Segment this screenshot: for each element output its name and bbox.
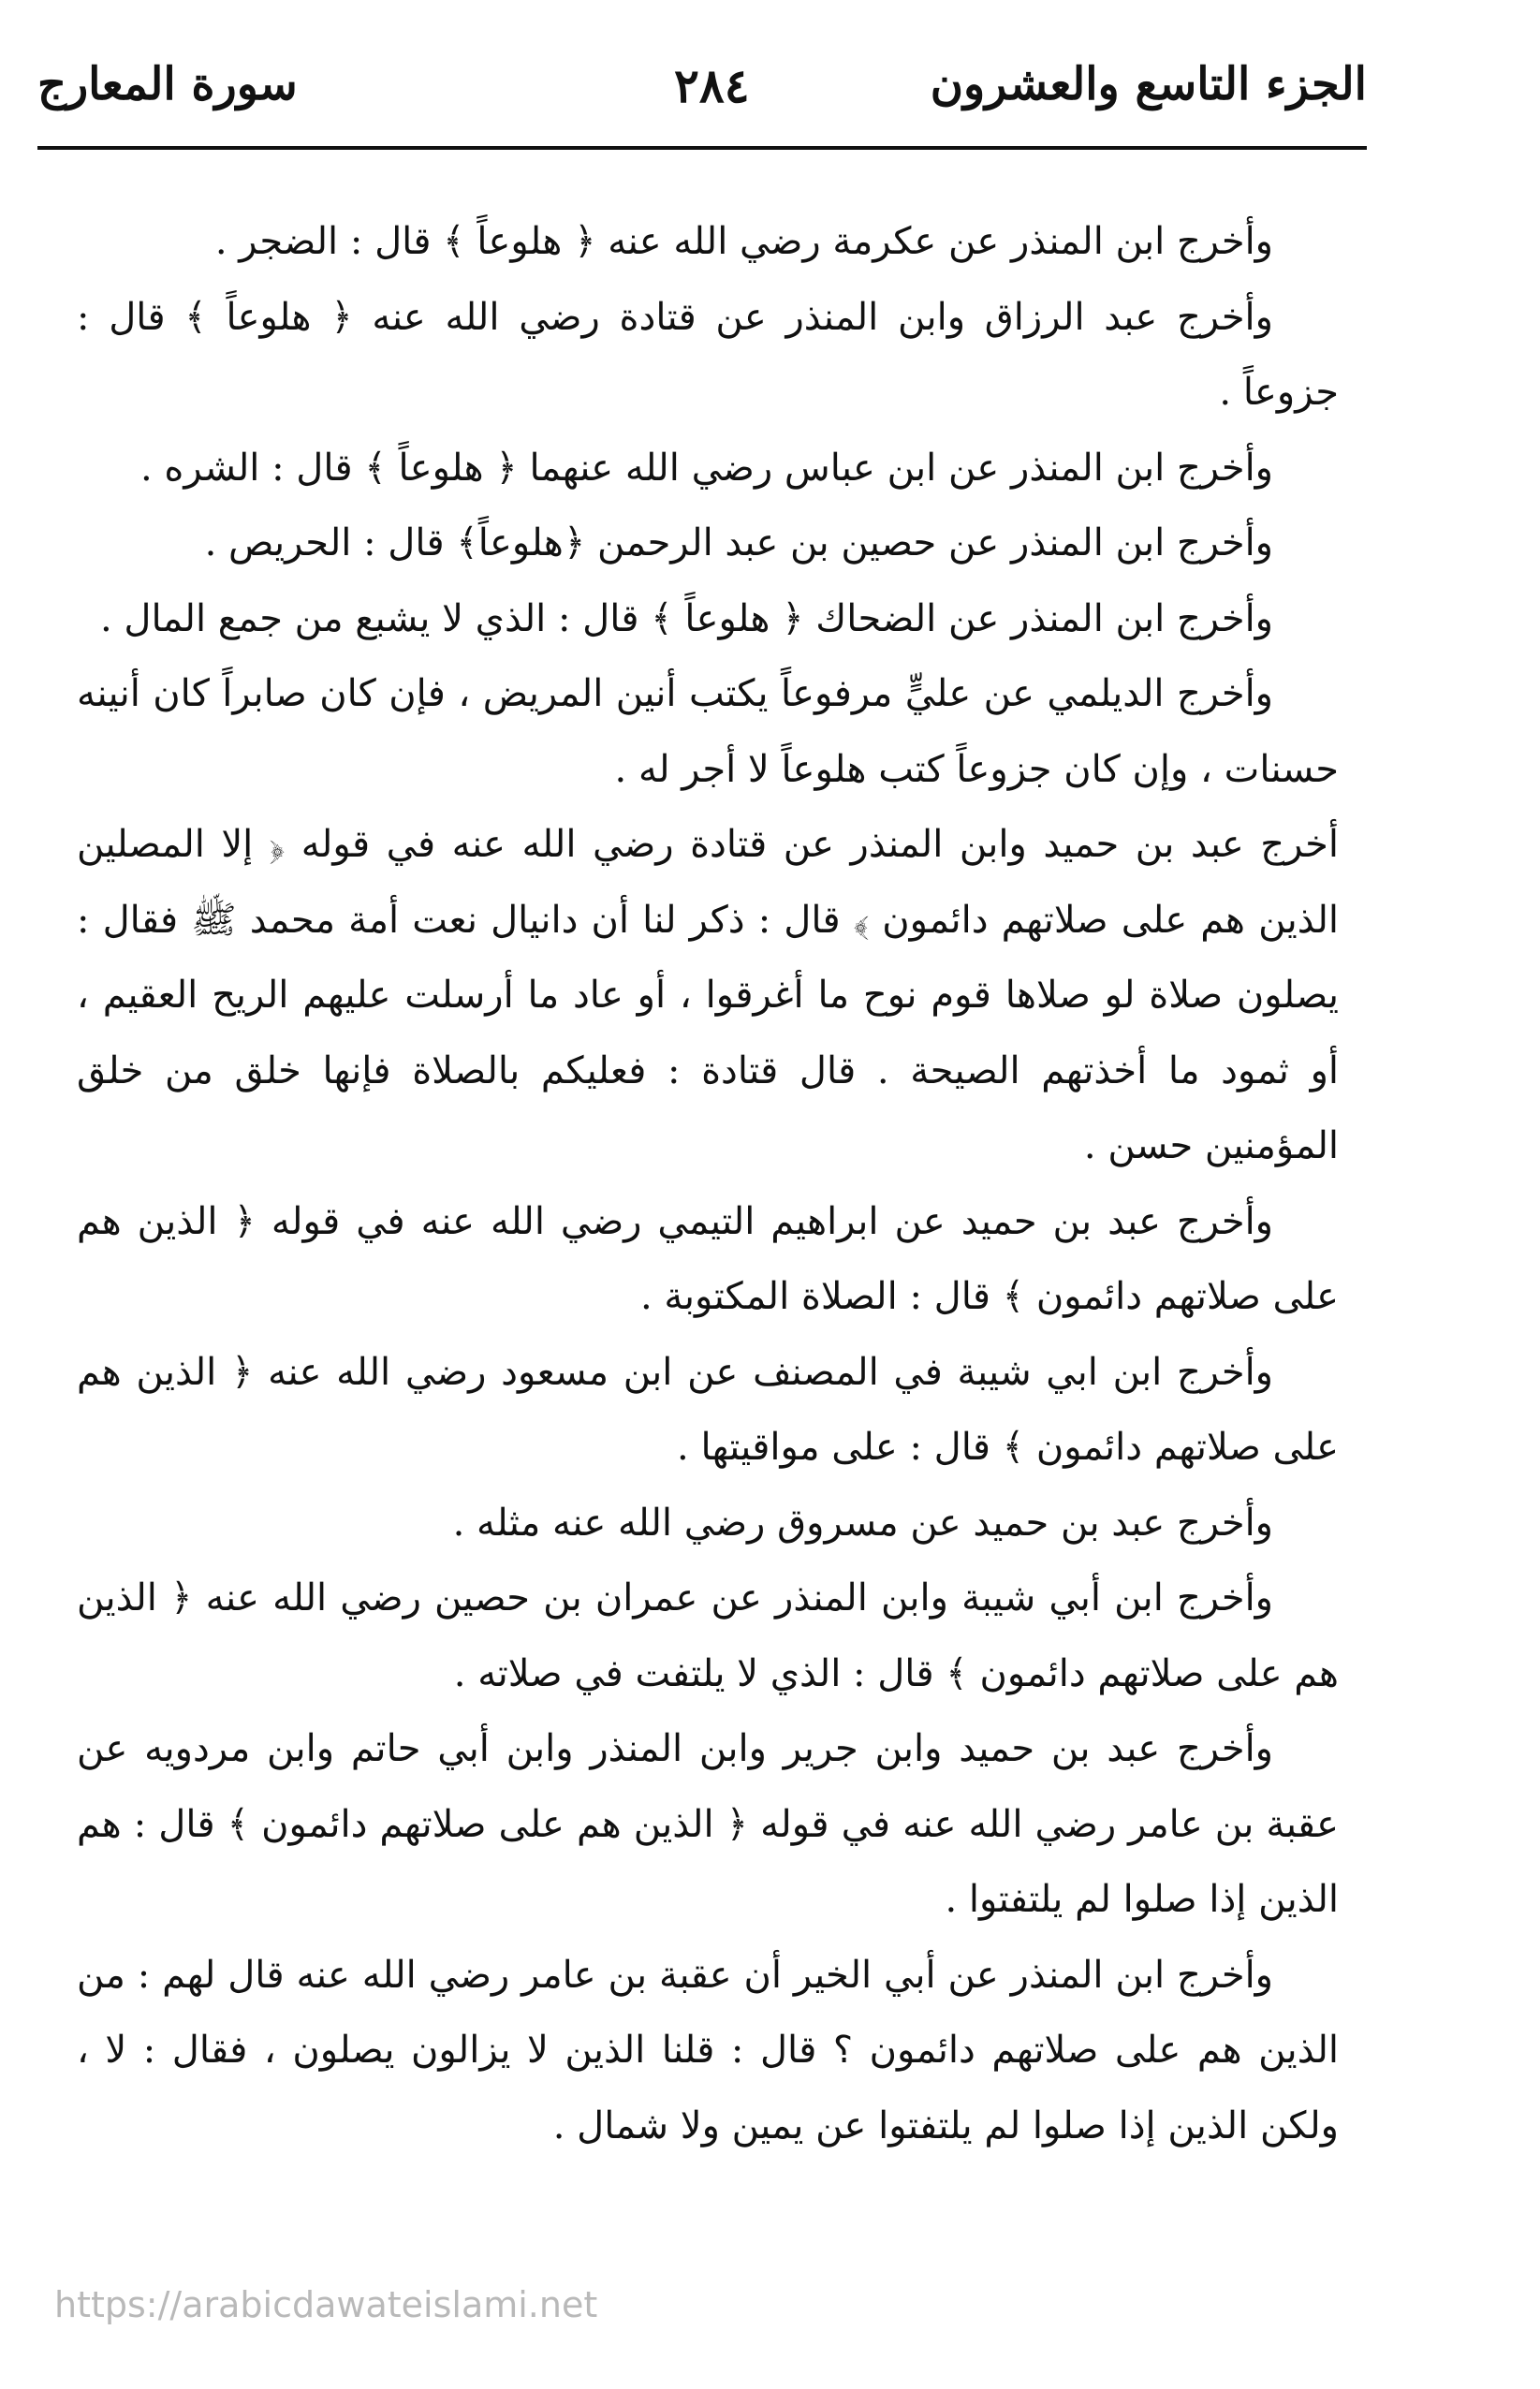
paragraph: وأخرج ابن المنذر عن أبي الخير أن عقبة بن عامر رضي الله عنه قال لهم : من الذين هم على صلاتهم دائمون ؟ قال : قلنا الذين لا يزالون يصلون ، فقال : لا ، ولكن الذين إذا صلوا لم يلتفتوا عن يمين ولا شمال . — [77, 1953, 1339, 2147]
paragraph: وأخرج ابن المنذر عن الضحاك ﴿ هلوعاً ﴾ قال : الذي لا يشبع من جمع المال . — [99, 596, 1273, 640]
page-number: ٢٨٤ — [674, 58, 750, 113]
paragraph: وأخرج ابن أبي شيبة وابن المنذر عن عمران بن حصين رضي الله عنه ﴿ الذين هم على صلاتهم دائمون ﴾ قال : الذي لا يلتفت في صلاته . — [77, 1576, 1339, 1695]
header-rule — [37, 146, 1367, 150]
paragraph: وأخرج ابن المنذر عن ابن عباس رضي الله عنهما ﴿ هلوعاً ﴾ قال : الشره . — [139, 446, 1273, 490]
paragraph: وأخرج عبد بن حميد وابن جرير وابن المنذر وابن أبي حاتم وابن مردويه عن عقبة بن عامر رضي الله عنه في قوله ﴿ الذين هم على صلاتهم دائمون ﴾ قال : هم الذين إذا صلوا لم يلتفتوا . — [77, 1727, 1339, 1921]
paragraph: أخرج عبد بن حميد وابن المنذر عن قتادة رضي الله عنه في قوله ﴿ إلا المصلين الذين هم على صلاتهم دائمون ﴾ قال : ذكر لنا أن دانيال نعت أمة محمد ﷺ فقال : يصلون صلاة لو صلاها قوم نوح ما أغرقوا ، أو عاد ما أرسلت عليهم الريح العقيم ، أو ثمود ما أخذتهم الصيحة . قال قتادة : فعليكم بالصلاة فإنها خلق من خلق المؤمنين حسن . — [77, 823, 1340, 1167]
paragraph: وأخرج ابن المنذر عن عكرمة رضي الله عنه ﴿ هلوعاً ﴾ قال : الضجر . — [214, 220, 1273, 263]
paragraph: وأخرج عبد بن حميد عن مسروق رضي الله عنه مثله . — [452, 1501, 1273, 1545]
paragraph: وأخرج ابن ابي شيبة في المصنف عن ابن مسعود رضي الله عنه ﴿ الذين هم على صلاتهم دائمون ﴾ قال : على مواقيتها . — [77, 1350, 1339, 1469]
paragraph: وأخرج عبد بن حميد عن ابراهيم التيمي رضي الله عنه في قوله ﴿ الذين هم على صلاتهم دائمون ﴾ قال : الصلاة المكتوبة . — [77, 1199, 1339, 1318]
paragraph: وأخرج ابن المنذر عن حصين بن عبد الرحمن ﴿هلوعاً﴾ قال : الحريص . — [204, 521, 1273, 564]
page-header — [37, 58, 1367, 152]
part-title: الجزء التاسع والعشرون — [930, 58, 1367, 110]
page-body — [77, 204, 1339, 2163]
paragraph: وأخرج الديلمي عن عليٍّ مرفوعاً يكتب أنين المريض ، فإن كان صابراً كان أنينه حسنات ، وإن كان جزوعاً كتب هلوعاً لا أجر له . — [77, 672, 1339, 791]
source-watermark: https://arabicdawateislami.net — [54, 2284, 598, 2325]
paragraph: وأخرج عبد الرزاق وابن المنذر عن قتادة رضي الله عنه ﴿ هلوعاً ﴾ قال : جزوعاً . — [77, 295, 1339, 414]
surah-title: سورة المعارج — [37, 58, 298, 110]
